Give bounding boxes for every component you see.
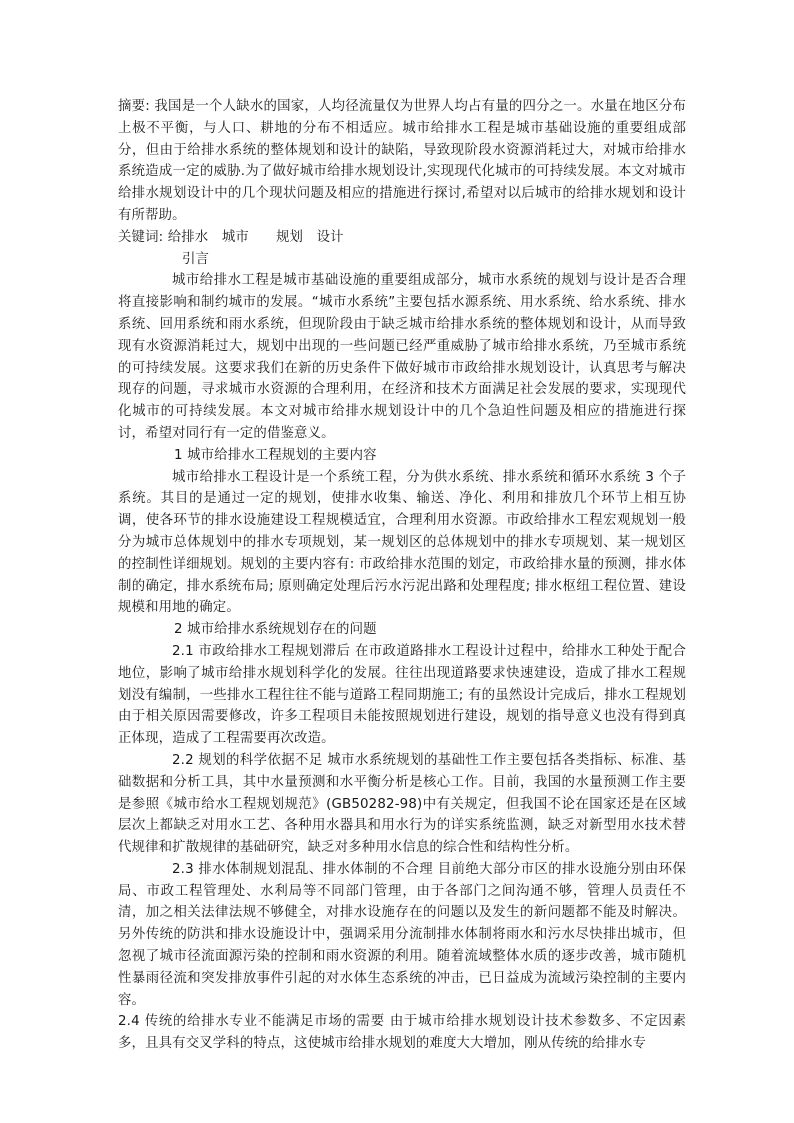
section2-4-paragraph: 2.4 传统的给排水专业不能满足市场的需要 由于城市给排水规划设计技术参数多、不定因素多，且具有交叉学科的特点，这使城市给排水规划的难度大大增加，刚从传统的给排水专 <box>118 1014 686 1052</box>
intro-paragraph: 城市给排水工程是城市基础设施的重要组成部分，城市水系统的规划与设计是否合理将直接影响和制约城市的发展。“城市水系统”主要包括水源系统、用水系统、给水系统、排水系统、回用系统和雨水系统，但现阶段由于缺乏城市给排水系统的整体规划和设计，从而导致现有水资源消耗过大，规划中出现的一些问题已经严重威胁了城市给排水系统，乃至城市系统的可持续发展。这要求我们在新的历史条件下做好城市市政给排水规划设计，认真思考与解决现存的问题，寻求城市水资源的合理利用，在经济和技术方面满足社会发展的要求，实现现代化城市的可持续发展。本文对城市给排水规划设计中的几个急迫性问题及相应的措施进行探讨，希望对同行有一定的借鉴意义。 <box>118 273 686 441</box>
section1-heading: 1 城市给排水工程规划的主要内容 <box>174 447 377 463</box>
section1-paragraph: 城市给排水工程设计是一个系统工程，分为供水系统、排水系统和循环水系统 3 个子系统。其目的是通过一定的规划，使排水收集、输送、净化、利用和排放几个环节上相互协调，使各环节的排水设施建设工程规模适宜，合理利用水资源。市政给排水工程宏观规划一般分为城市总体规划中的排水专项规划，某一规划区的总体规划中的排水专项规划、某一规划区的控制性详细规划。规划的主要内容有: 市政给排水范围的划定，市政给排水量的预测，排水体制的确定，排水系统布局; 原则确定处理后污水污泥出路和处理程度; 排水枢纽工程位置、建设规模和用地的确定。 <box>118 469 686 616</box>
document-body <box>118 96 686 1055</box>
section2-2-paragraph: 2.2 规划的科学依据不足 城市水系统规划的基础性工作主要包括各类指标、标准、基础数据和分析工具，其中水量预测和水平衡分析是核心工作。目前，我国的水量预测工作主要是参照《城市给水工程规划规范》(GB50282-98)中有关规定，但我国不论在国家还是在区域层次上都缺乏对用水工艺、各种用水器具和用水行为的详实系统监测，缺乏对新型用水技术替代规律和扩散规律的基础研究，缺乏对多种用水信息的综合性和结构性分析。 <box>118 752 686 856</box>
section2-1-paragraph: 2.1 市政给排水工程规划滞后 在市政道路排水工程设计过程中，给排水工种处于配合地位，影响了城市给排水规划科学化的发展。往往出现道路要求快速建设，造成了排水工程规划没有编制，一些排水工程往往不能与道路工程同期施工; 有的虽然设计完成后，排水工程规划由于相关原因需要修改，许多工程项目未能按照规划进行建设，规划的指导意义也没有得到真正体现，造成了工程需要再次改造。 <box>118 643 686 747</box>
section2-heading: 2 城市给排水系统规划存在的问题 <box>174 622 377 638</box>
intro-heading: 引言 <box>182 251 210 267</box>
abstract: 摘要: 我国是一个人缺水的国家，人均径流量仅为世界人均占有量的四分之一。水量在地区分布上极不平衡，与人口、耕地的分布不相适应。城市给排水工程是城市基础设施的重要组成部分，但由于给排水系统的整体规划和设计的缺陷，导致现阶段水资源消耗过大，对城市给排水系统造成一定的威胁.为了做好城市给排水规划设计,实现现代化城市的可持续发展。本文对城市给排水规划设计中的几个现状问题及相应的措施进行探讨,希望对以后城市的给排水规划和设计有所帮助。 <box>118 99 686 223</box>
keywords: 关键词: 给排水 城市 规划 设计 <box>118 229 344 245</box>
section2-3-paragraph: 2.3 排水体制规划混乱、排水体制的不合理 目前绝大部分市区的排水设施分别由环保局、市政工程管理处、水利局等不同部门管理，由于各部门之间沟通不够，管理人员责任不清，加之相关法律法规不够健全，对排水设施存在的问题以及发生的新问题都不能及时解决。另外传统的防洪和排水设施设计中，强调采用分流制排水体制将雨水和污水尽快排出城市，但忽视了城市径流面源污染的控制和雨水资源的利用。随着流域整体水质的逐步改善，城市随机性暴雨径流和突发排放事件引起的对水体生态系统的冲击，已日益成为流域污染控制的主要内容。 <box>118 861 686 1008</box>
